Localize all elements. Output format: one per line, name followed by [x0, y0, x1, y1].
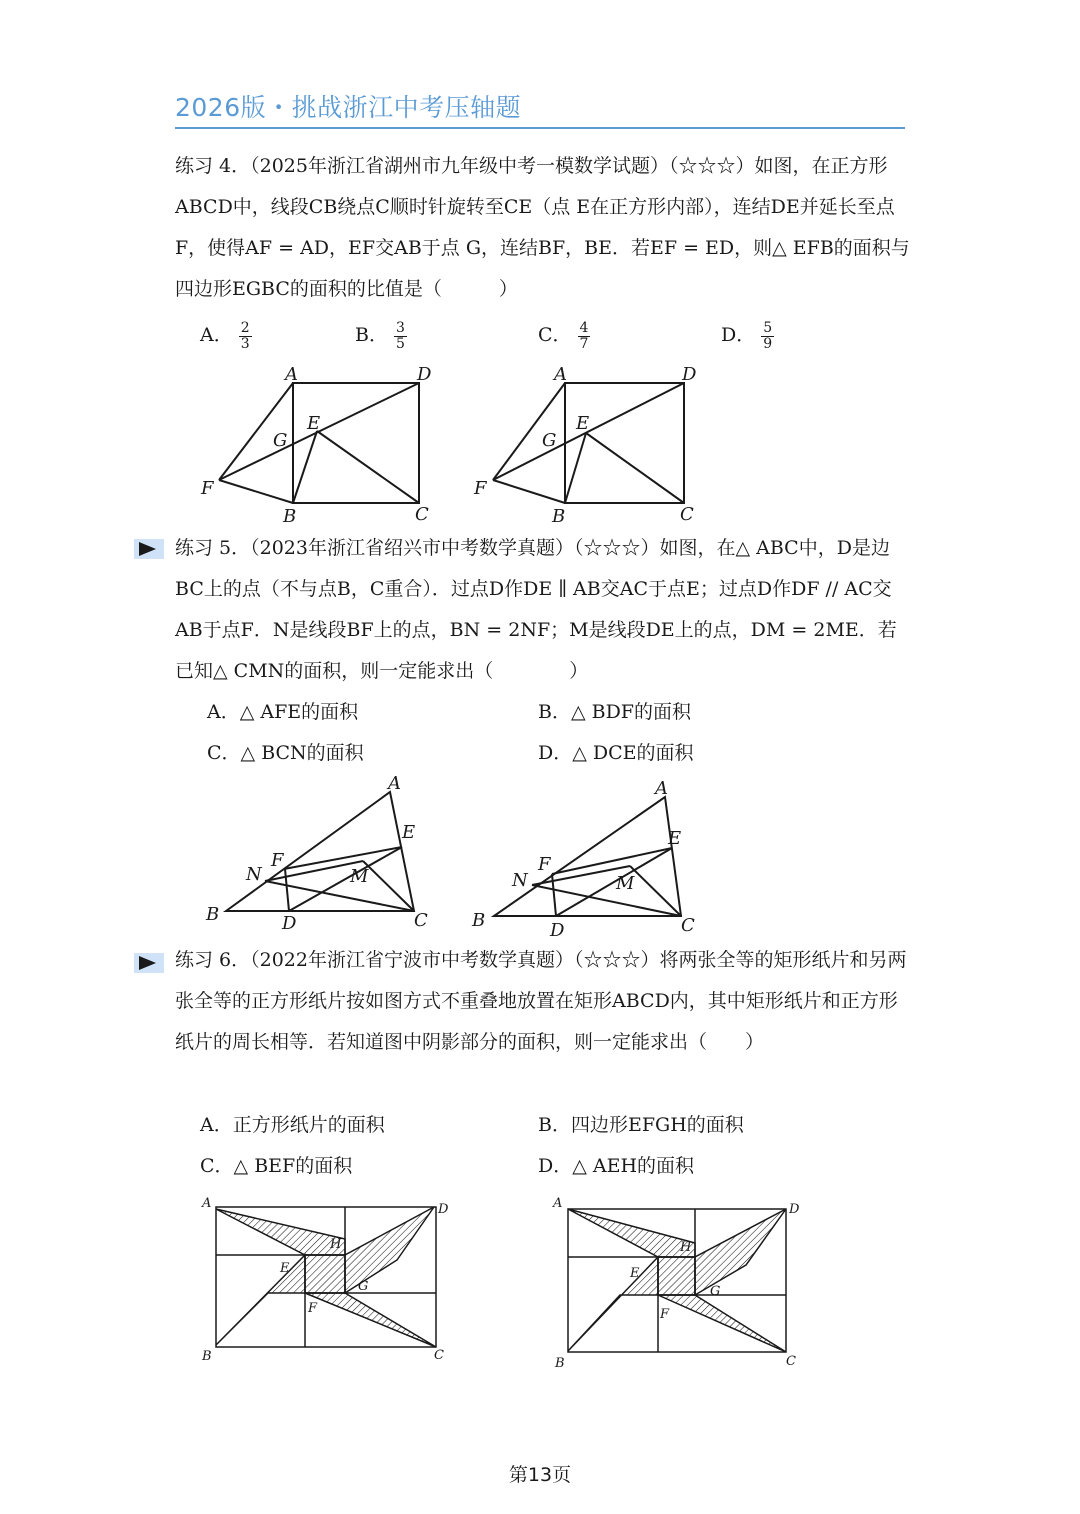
q4-f1-label-e: E: [307, 413, 321, 434]
q6-f2-label-e: E: [630, 1266, 640, 1281]
q5-marker-icon: [134, 539, 164, 559]
q6-f1-label-d: D: [438, 1202, 449, 1217]
q4-f2-label-d: D: [682, 364, 697, 385]
q6-option-d: D．△ AEH的面积: [538, 1155, 695, 1177]
q6-f1-label-b: B: [202, 1349, 212, 1364]
q5-figure-2: [470, 770, 720, 941]
q4-f2-label-e: E: [576, 413, 590, 434]
q6-marker-icon: [134, 953, 164, 973]
q5-option-d: D．△ DCE的面积: [538, 742, 694, 764]
question-6-text: 练习 6．（2022年浙江省宁波市中考数学真题）（☆☆☆）将两张全等的矩形纸片和另两张全等的正方形纸片按如图方式不重叠地放置在矩形ABCD内，其中矩形纸片和正方形纸片的周长相等．若知道图中阴影部分的面积，则一定能求出（ ）: [175, 949, 907, 1053]
q5-f2-label-e: E: [668, 828, 682, 849]
q6-option-c: C．△ BEF的面积: [200, 1155, 353, 1177]
q4-option-b-num: 3: [395, 319, 405, 336]
q6-f2-label-b: B: [555, 1356, 565, 1371]
q4-option-c-value: [578, 321, 591, 352]
q5-f1-label-b: B: [206, 904, 220, 925]
q5-f2-label-f: F: [538, 854, 551, 875]
q5-option-a: A．△ AFE的面积: [207, 701, 359, 723]
q6-option-a: A．正方形纸片的面积: [200, 1114, 385, 1136]
q4-figure-1: [195, 360, 445, 530]
q4-option-c: [538, 320, 590, 352]
q4-option-d: [721, 320, 774, 352]
q5-option-b: B．△ BDF的面积: [538, 701, 691, 723]
q4-f1-label-b: B: [283, 506, 297, 527]
q6-f1-label-f: F: [308, 1301, 318, 1316]
q6-figure-2: [550, 1195, 810, 1370]
q4-option-a-num: 2: [240, 319, 250, 336]
q5-f2-label-d: D: [550, 920, 565, 941]
q4-option-d-num: 5: [763, 319, 773, 336]
q6-f1-label-a: A: [202, 1196, 212, 1211]
q4-f1-label-a: A: [285, 364, 298, 385]
page-number: 第13页: [508, 1464, 572, 1486]
q4-f1-label-d: D: [417, 364, 432, 385]
q4-option-c-den: 7: [579, 335, 589, 352]
q4-f2-label-f: F: [474, 478, 487, 499]
q4-f2-label-c: C: [680, 504, 694, 525]
q5-f1-label-f: F: [271, 850, 284, 871]
header-title: 2026版・挑战浙江中考压轴题: [175, 93, 522, 122]
q4-option-b-value: [394, 321, 407, 352]
q6-f2-label-c: C: [786, 1354, 796, 1369]
q5-f2-label-c: C: [681, 915, 695, 936]
q6-figure-1: [200, 1195, 460, 1365]
q4-option-b: [355, 320, 407, 352]
q6-f2-label-a: A: [553, 1196, 563, 1211]
q5-f2-label-a: A: [655, 778, 668, 799]
q4-f1-label-g: G: [273, 430, 288, 451]
q4-option-c-letter: C．: [538, 324, 572, 346]
q6-f2-label-g: G: [710, 1284, 721, 1299]
question-4-text: 练习 4．（2025年浙江省湖州市九年级中考一模数学试题）（☆☆☆）如图，在正方形ABCD中，线段CB绕点C顺时针旋转至CE（点 E在正方形内部），连结DE并延长至点 F，使得AF = AD，EF交AB于点 G，连结BF，BE．若EF = ED，则△ EFB的面积与四边形EGBC的面积的比值是（ ）: [175, 155, 910, 300]
q5-figure-1: [200, 770, 450, 934]
q4-option-b-letter: B．: [355, 324, 388, 346]
q5-f1-label-a: A: [388, 773, 401, 794]
q6-f1-label-h: H: [330, 1237, 342, 1252]
q5-f1-label-e: E: [402, 822, 416, 843]
q4-option-c-num: 4: [579, 319, 589, 336]
q5-f1-label-c: C: [414, 910, 428, 931]
q6-f1-label-e: E: [280, 1261, 290, 1276]
q4-f1-label-c: C: [415, 504, 429, 525]
question-5-text: 练习 5．（2023年浙江省绍兴市中考数学真题）（☆☆☆）如图，在△ ABC中，D是边BC上的点（不与点B，C重合）．过点D作DE ∥ AB交AC于点E；过点D作DF // AC交AB于点F．N是线段BF上的点，BN = 2NF；M是线段DE上的点，DM = 2ME．若已知△ CMN的面积，则一定能求出（ ）: [175, 537, 897, 682]
q4-option-d-letter: D．: [721, 324, 756, 346]
q6-f1-label-c: C: [434, 1348, 444, 1363]
q6-f2-label-f: F: [660, 1307, 670, 1322]
q4-option-a-value: [239, 321, 252, 352]
q6-f1-label-g: G: [358, 1279, 369, 1294]
q4-option-d-value: [761, 321, 774, 352]
q4-f2-label-a: A: [554, 364, 567, 385]
header-rule: [175, 127, 905, 129]
q4-option-a: [200, 320, 252, 352]
q4-option-d-den: 9: [763, 335, 773, 352]
q5-f2-label-b: B: [472, 910, 486, 931]
q4-option-b-den: 5: [395, 335, 405, 352]
q5-f2-label-n: N: [512, 870, 528, 891]
q5-f1-label-m: M: [350, 866, 369, 887]
q5-f1-label-d: D: [282, 913, 297, 934]
q6-option-b: B．四边形EFGH的面积: [538, 1114, 744, 1136]
q6-f2-label-d: D: [789, 1202, 800, 1217]
q4-figure-2: [468, 360, 718, 530]
q4-f1-label-f: F: [201, 478, 214, 499]
q5-option-c: C．△ BCN的面积: [207, 742, 364, 764]
q4-f2-label-b: B: [552, 506, 566, 527]
q6-f2-label-h: H: [680, 1240, 692, 1255]
q4-f2-label-g: G: [542, 430, 557, 451]
q4-option-a-den: 3: [240, 335, 250, 352]
q4-option-a-letter: A．: [200, 324, 233, 346]
q5-f1-label-n: N: [246, 864, 262, 885]
q5-f2-label-m: M: [616, 873, 635, 894]
